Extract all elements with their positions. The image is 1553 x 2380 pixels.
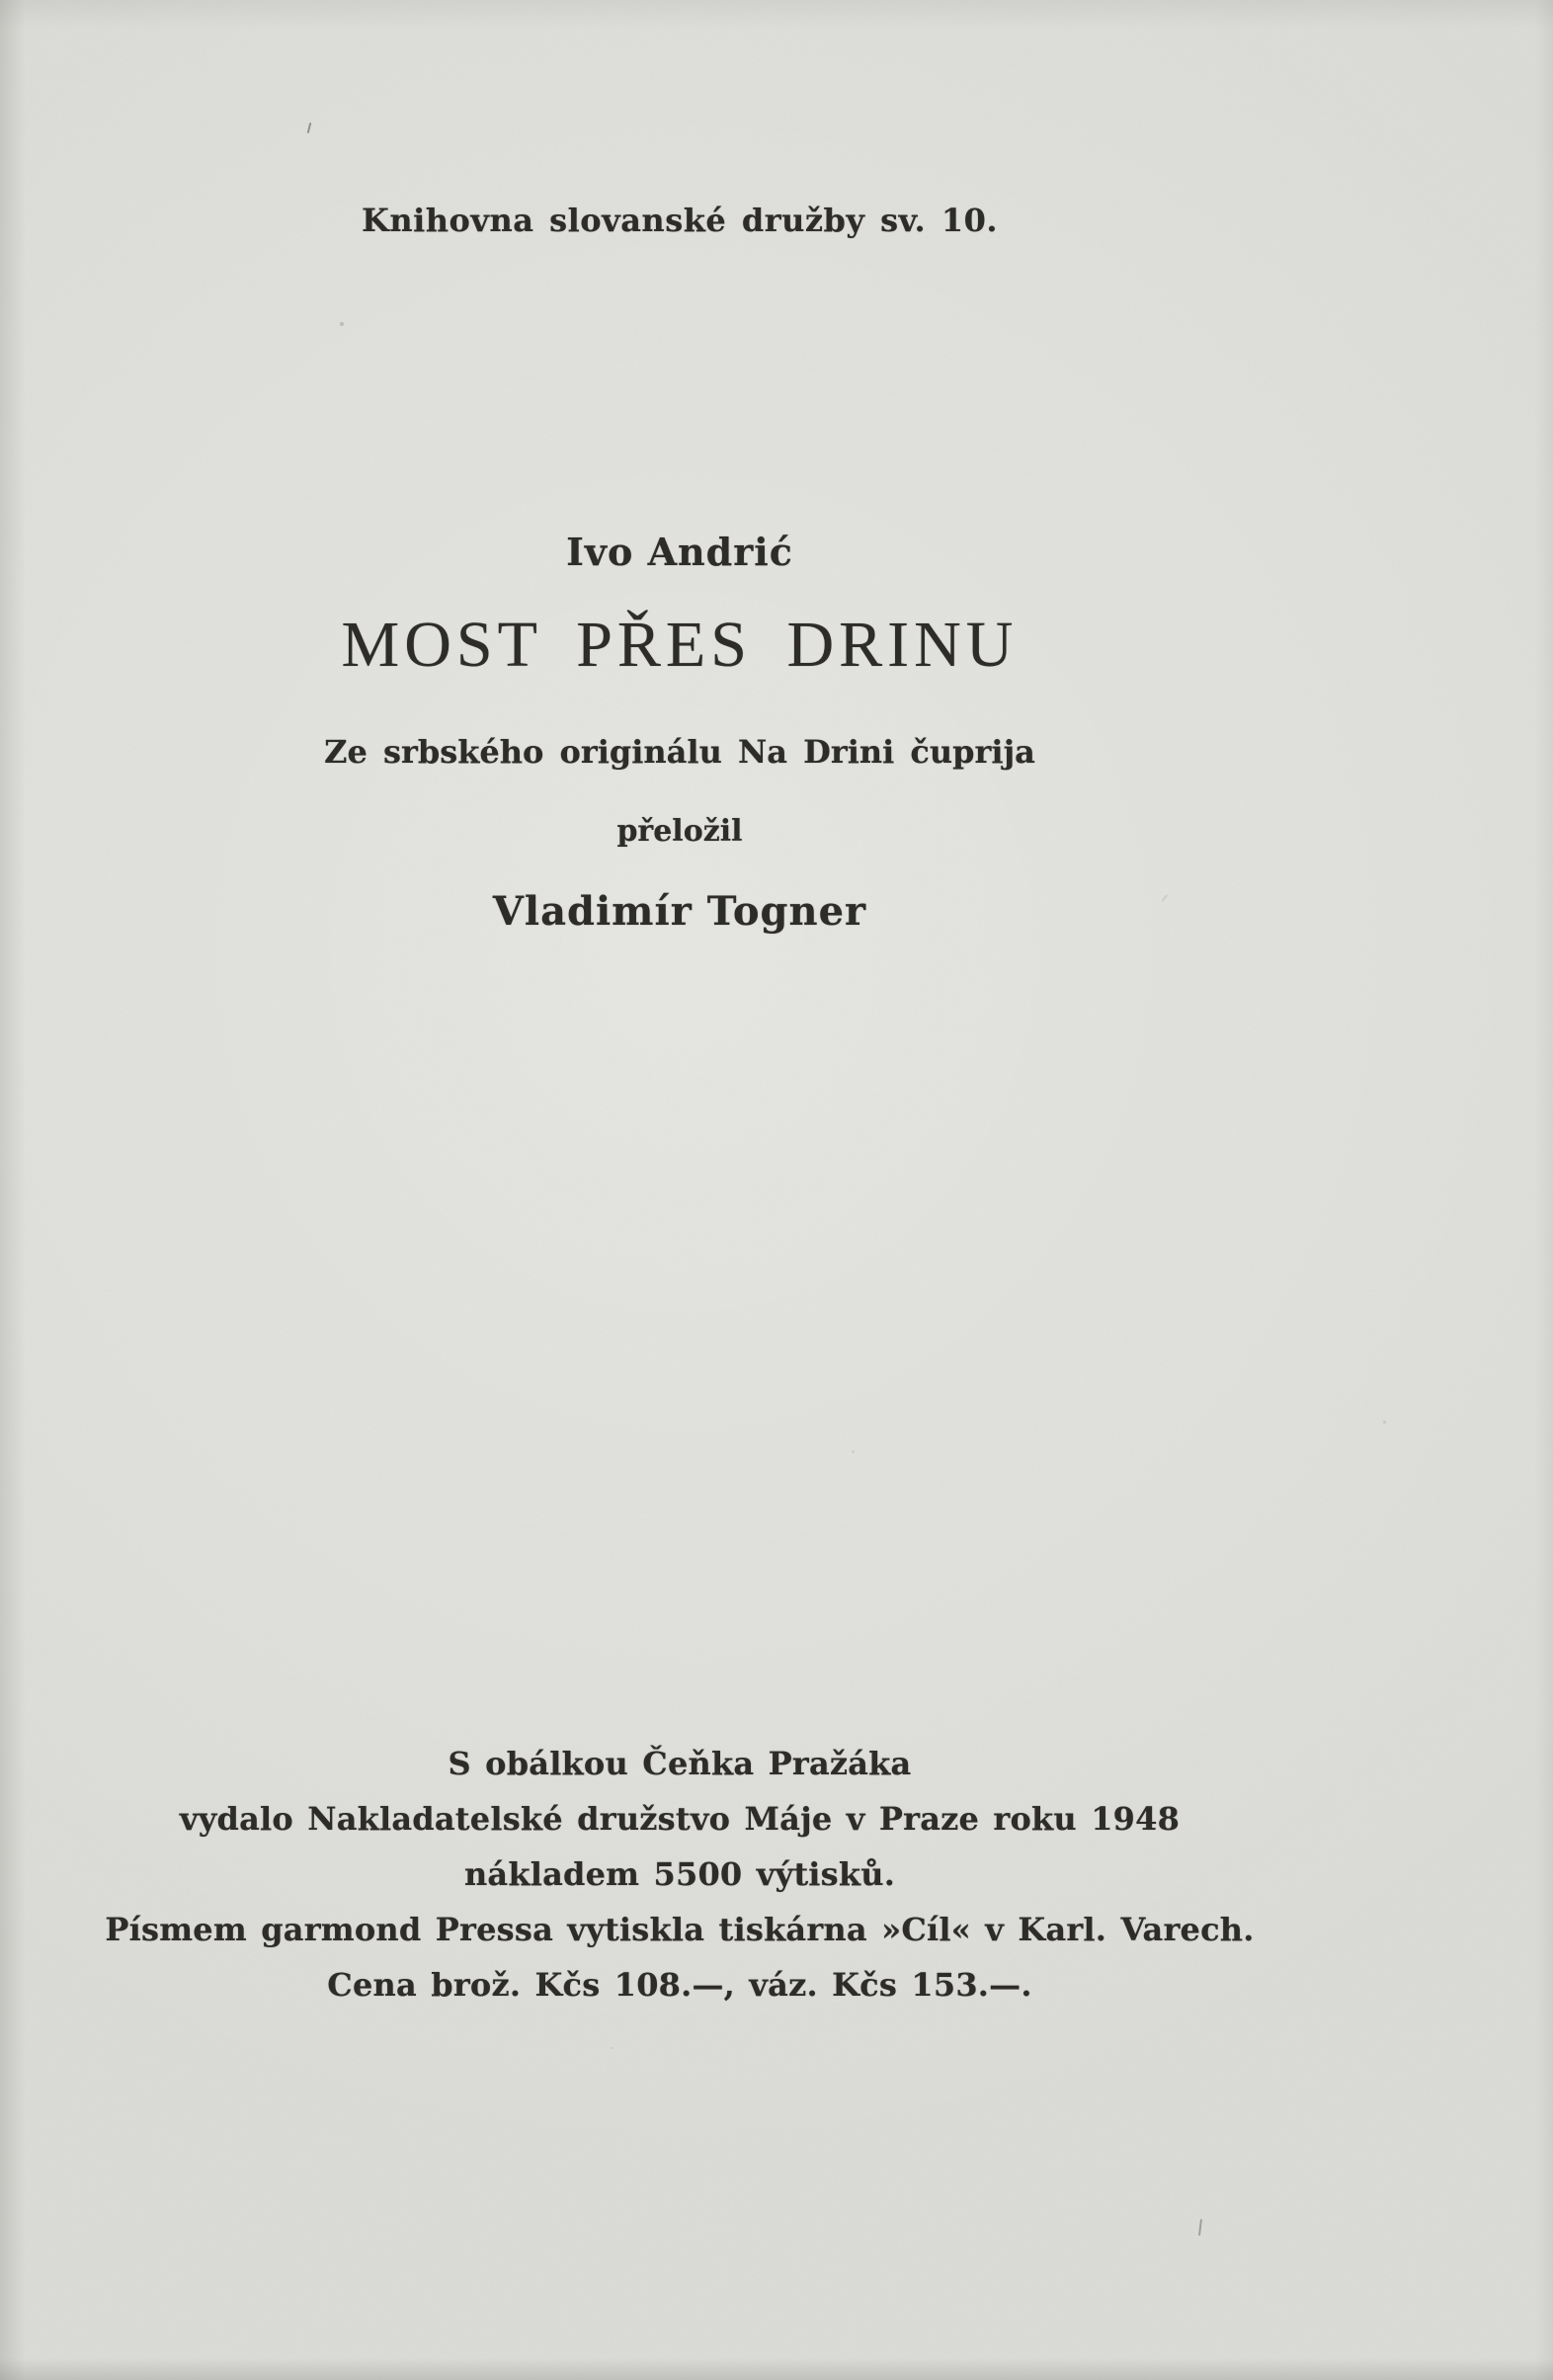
book-title: MOST PŘES DRINU [341, 609, 1019, 681]
translated-by-label: přeložil [616, 814, 743, 849]
paper-speck [611, 2047, 613, 2049]
author-name: Ivo Andrić [566, 530, 793, 574]
colophon-line-price: Cena brož. Kčs 108.—, váz. Kčs 153.—. [327, 1966, 1032, 2004]
original-title-note: Ze srbského originálu Na Drini čuprija [324, 733, 1035, 771]
paper-speck [1383, 1421, 1386, 1424]
paper-speck [1198, 2219, 1202, 2236]
paper-speck [340, 322, 344, 326]
colophon-line-cover-artist: S obálkou Čeňka Pražáka [448, 1745, 912, 1782]
translator-name: Vladimír Togner [492, 888, 867, 935]
paper-speck [307, 123, 312, 133]
colophon-line-printer: Písmem garmond Pressa vytiskla tiskárna »Cíl« v Karl. Varech. [105, 1911, 1255, 1948]
colophon-block [0, 1736, 1359, 2012]
colophon-line-publisher: vydalo Nakladatelské družstvo Máje v Praze roku 1948 [179, 1800, 1181, 1838]
paper-speck [852, 1450, 855, 1453]
colophon-line-print-run: nákladem 5500 výtisků. [463, 1855, 896, 1893]
series-label: Knihovna slovanské družby sv. 10. [362, 202, 998, 239]
